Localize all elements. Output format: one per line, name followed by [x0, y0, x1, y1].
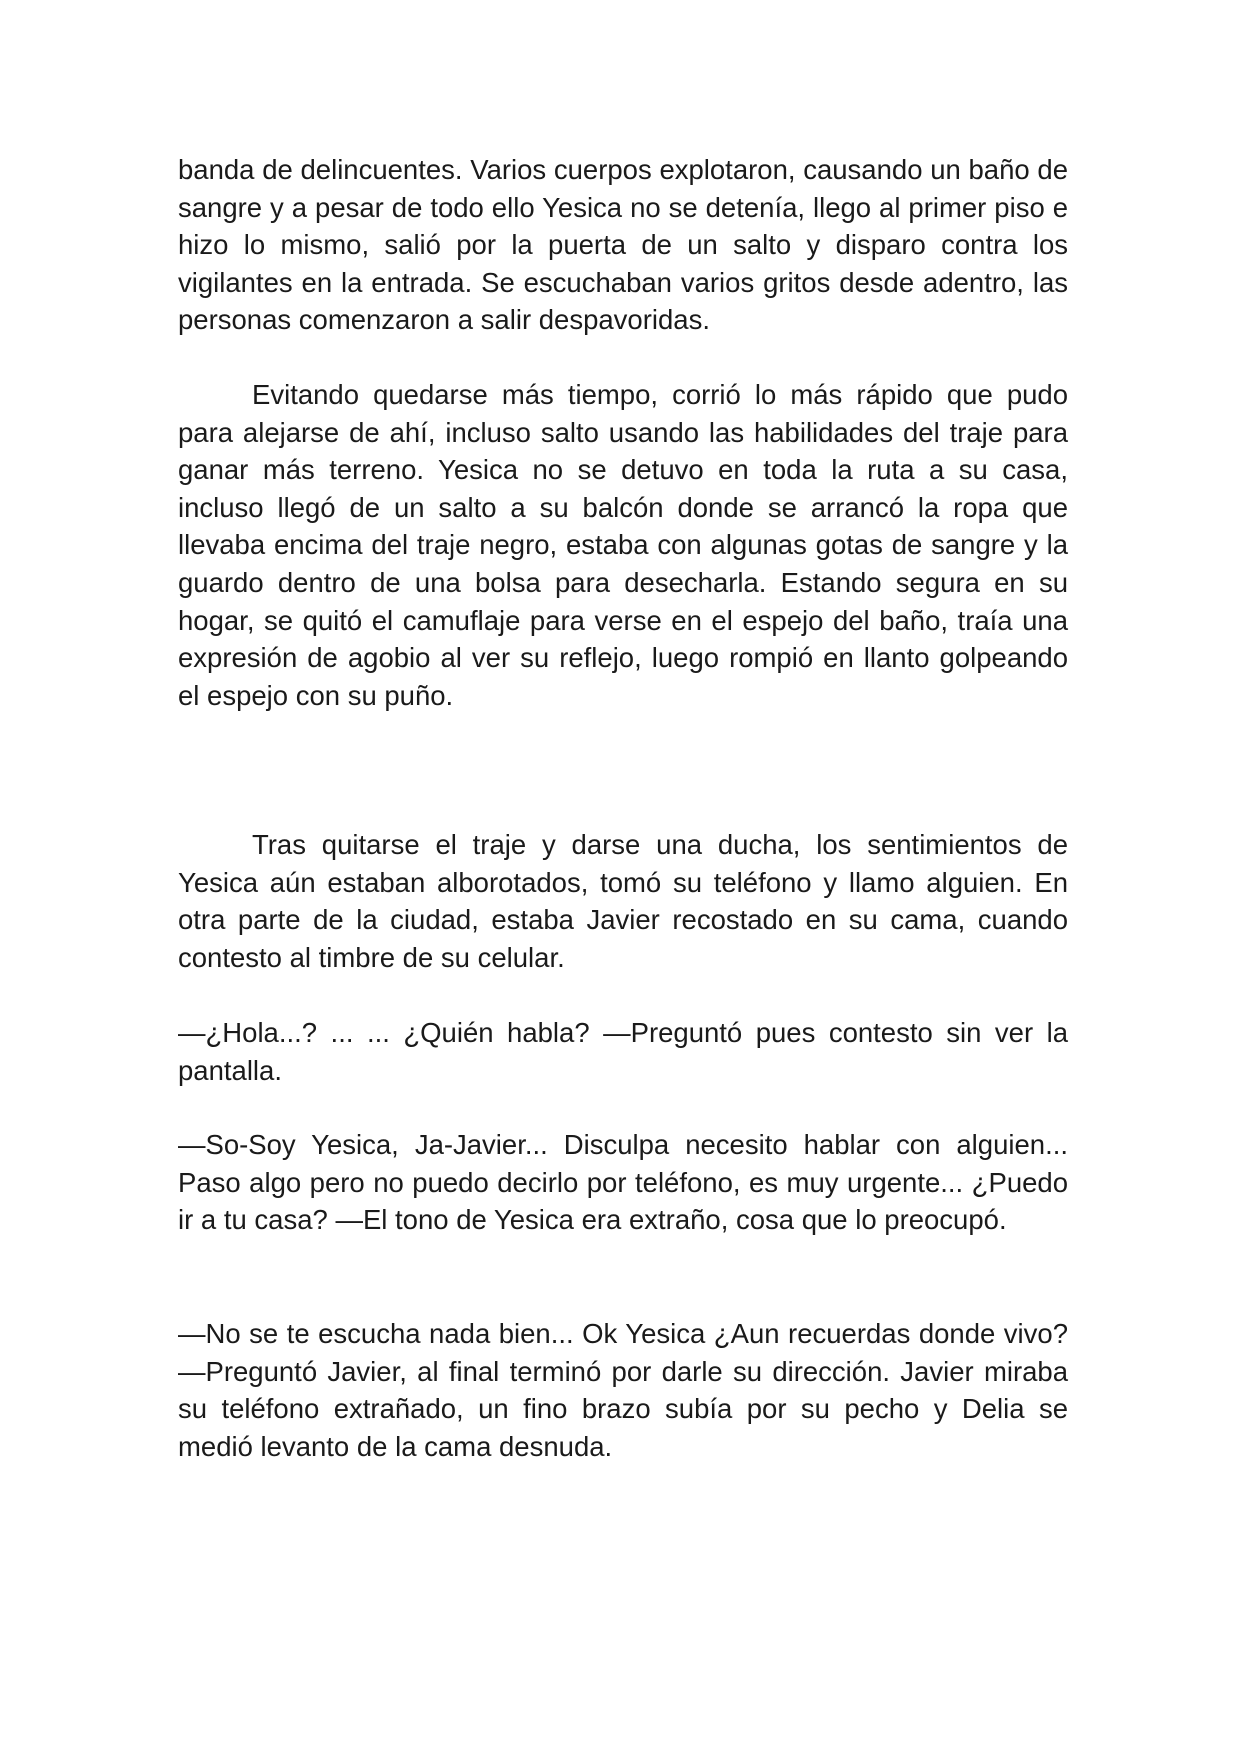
paragraph-3: Tras quitarse el traje y darse una ducha, los sentimientos de Yesica aún estaban alborotados, tomó su teléfono y llamo alguien. En otra parte de la ciudad, estaba Javier recostado en su cama, cuando contesto al timbre de su celular. — [178, 829, 1068, 973]
paragraph-1: banda de delincuentes. Varios cuerpos explotaron, causando un baño de sangre y a pesar de todo ello Yesica no se detenía, llego al primer piso e hizo lo mismo, salió por la puerta de un salto y disparo contra los vigilantes en la entrada. Se escuchaban varios gritos desde adentro, las personas comenzaron a salir despavoridas. — [178, 154, 1068, 336]
dialogue-paragraph-1: —¿Hola...? ... ... ¿Quién habla? —Preguntó pues contesto sin ver la pantalla. — [178, 1017, 1068, 1086]
paragraph-2: Evitando quedarse más tiempo, corrió lo más rápido que pudo para alejarse de ahí, incluso salto usando las habilidades del traje para ganar más terreno. Yesica no se detuvo en toda la ruta a su casa, incluso llegó de un salto a su balcón donde se arrancó la ropa que llevaba encima del traje negro, estaba con algunas gotas de sangre y la guardo dentro de una bolsa para desecharla. Estando segura en su hogar, se quitó el camuflaje para verse en el espejo del baño, traía una expresión de agobio al ver su reflejo, luego rompió en llanto golpeando el espejo con su puño. — [178, 379, 1068, 711]
dialogue-paragraph-3: —No se te escucha nada bien... Ok Yesica ¿Aun recuerdas donde vivo? —Preguntó Javier, al final terminó por darle su dirección. Javier miraba su teléfono extrañado, un fino brazo subía por su pecho y Delia se medió levanto de la cama desnuda. — [178, 1318, 1068, 1462]
dialogue-paragraph-2: —So-Soy Yesica, Ja-Javier... Disculpa necesito hablar con alguien... Paso algo pero no puedo decirlo por teléfono, es muy urgente... ¿Puedo ir a tu casa? —El tono de Yesica era extraño, cosa que lo preocupó. — [178, 1129, 1068, 1236]
